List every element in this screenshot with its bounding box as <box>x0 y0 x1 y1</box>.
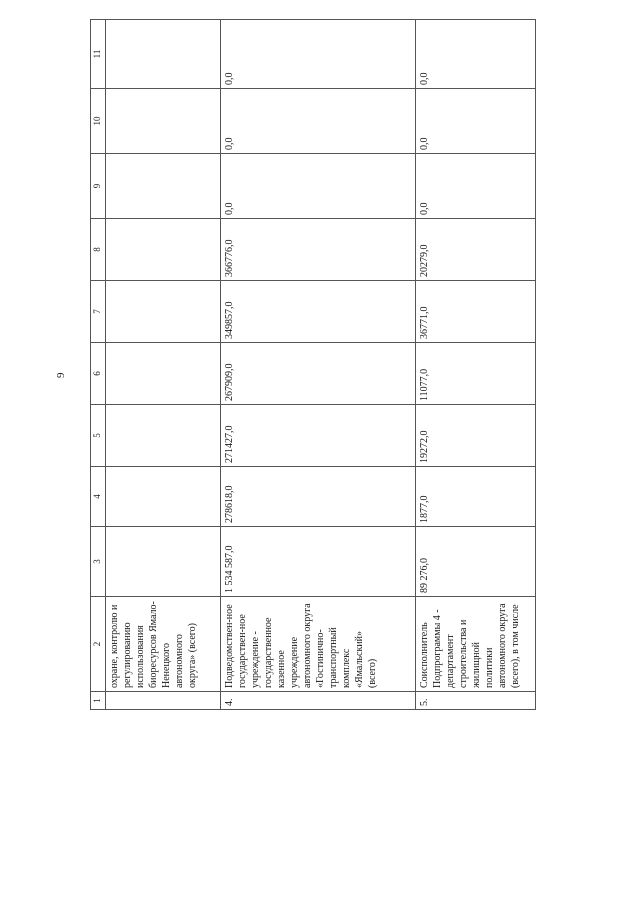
cell-col11: 0,0 <box>416 20 536 89</box>
cell-col11: 0,0 <box>221 20 416 89</box>
cell-col8 <box>106 219 221 281</box>
cell-col5: 271427,0 <box>221 405 416 467</box>
cell-total: 1 534 587,0 <box>221 527 416 597</box>
budget-table <box>90 19 536 710</box>
header-cell: 6 <box>91 343 106 405</box>
cell-col7: 349857,0 <box>221 281 416 343</box>
cell-col6: 267909,0 <box>221 343 416 405</box>
header-cell: 1 <box>91 692 106 710</box>
cell-col5: 19272,0 <box>416 405 536 467</box>
header-cell: 11 <box>91 20 106 89</box>
cell-col6: 11077,0 <box>416 343 536 405</box>
header-cell: 8 <box>91 219 106 281</box>
table-row <box>416 20 536 710</box>
cell-total: 89 276,0 <box>416 527 536 597</box>
header-cell: 9 <box>91 154 106 219</box>
header-cell: 5 <box>91 405 106 467</box>
cell-col4: 1877,0 <box>416 467 536 527</box>
row-number <box>106 692 221 710</box>
row-name: охране, контролю и регулированию использования биоресурсов Ямало-Ненецкого автономного округа» (всего) <box>106 597 221 692</box>
cell-col8: 20279,0 <box>416 219 536 281</box>
cell-col8: 366776,0 <box>221 219 416 281</box>
cell-col9 <box>106 154 221 219</box>
header-cell: 7 <box>91 281 106 343</box>
cell-col10: 0,0 <box>416 89 536 154</box>
cell-col6 <box>106 343 221 405</box>
cell-col9: 0,0 <box>416 154 536 219</box>
row-number: 4. <box>221 692 416 710</box>
cell-col7 <box>106 281 221 343</box>
row-name: Подведомствен-ное государствен-ное учреждение - государственное казенное учреждение автономного округа «Гостинично-транспортный комплекс «Ямальский» (всего) <box>221 597 416 692</box>
cell-col4: 278618,0 <box>221 467 416 527</box>
header-cell: 10 <box>91 89 106 154</box>
cell-col5 <box>106 405 221 467</box>
cell-total <box>106 527 221 597</box>
page-number: 9 <box>55 372 67 378</box>
rotated-table-wrapper <box>90 20 530 710</box>
table-row <box>221 20 416 710</box>
header-cell: 4 <box>91 467 106 527</box>
cell-col11 <box>106 20 221 89</box>
row-number: 5. <box>416 692 536 710</box>
header-row <box>91 20 106 710</box>
row-name: Соисполнитель Подпрограммы 4 - департамент строительства и жилищной политики автономного округа (всего), в том числе <box>416 597 536 692</box>
cell-col10 <box>106 89 221 154</box>
cell-col10: 0,0 <box>221 89 416 154</box>
cell-col4 <box>106 467 221 527</box>
cell-col9: 0,0 <box>221 154 416 219</box>
header-cell: 2 <box>91 597 106 692</box>
header-cell: 3 <box>91 527 106 597</box>
table-row <box>106 20 221 710</box>
cell-col7: 36771,0 <box>416 281 536 343</box>
